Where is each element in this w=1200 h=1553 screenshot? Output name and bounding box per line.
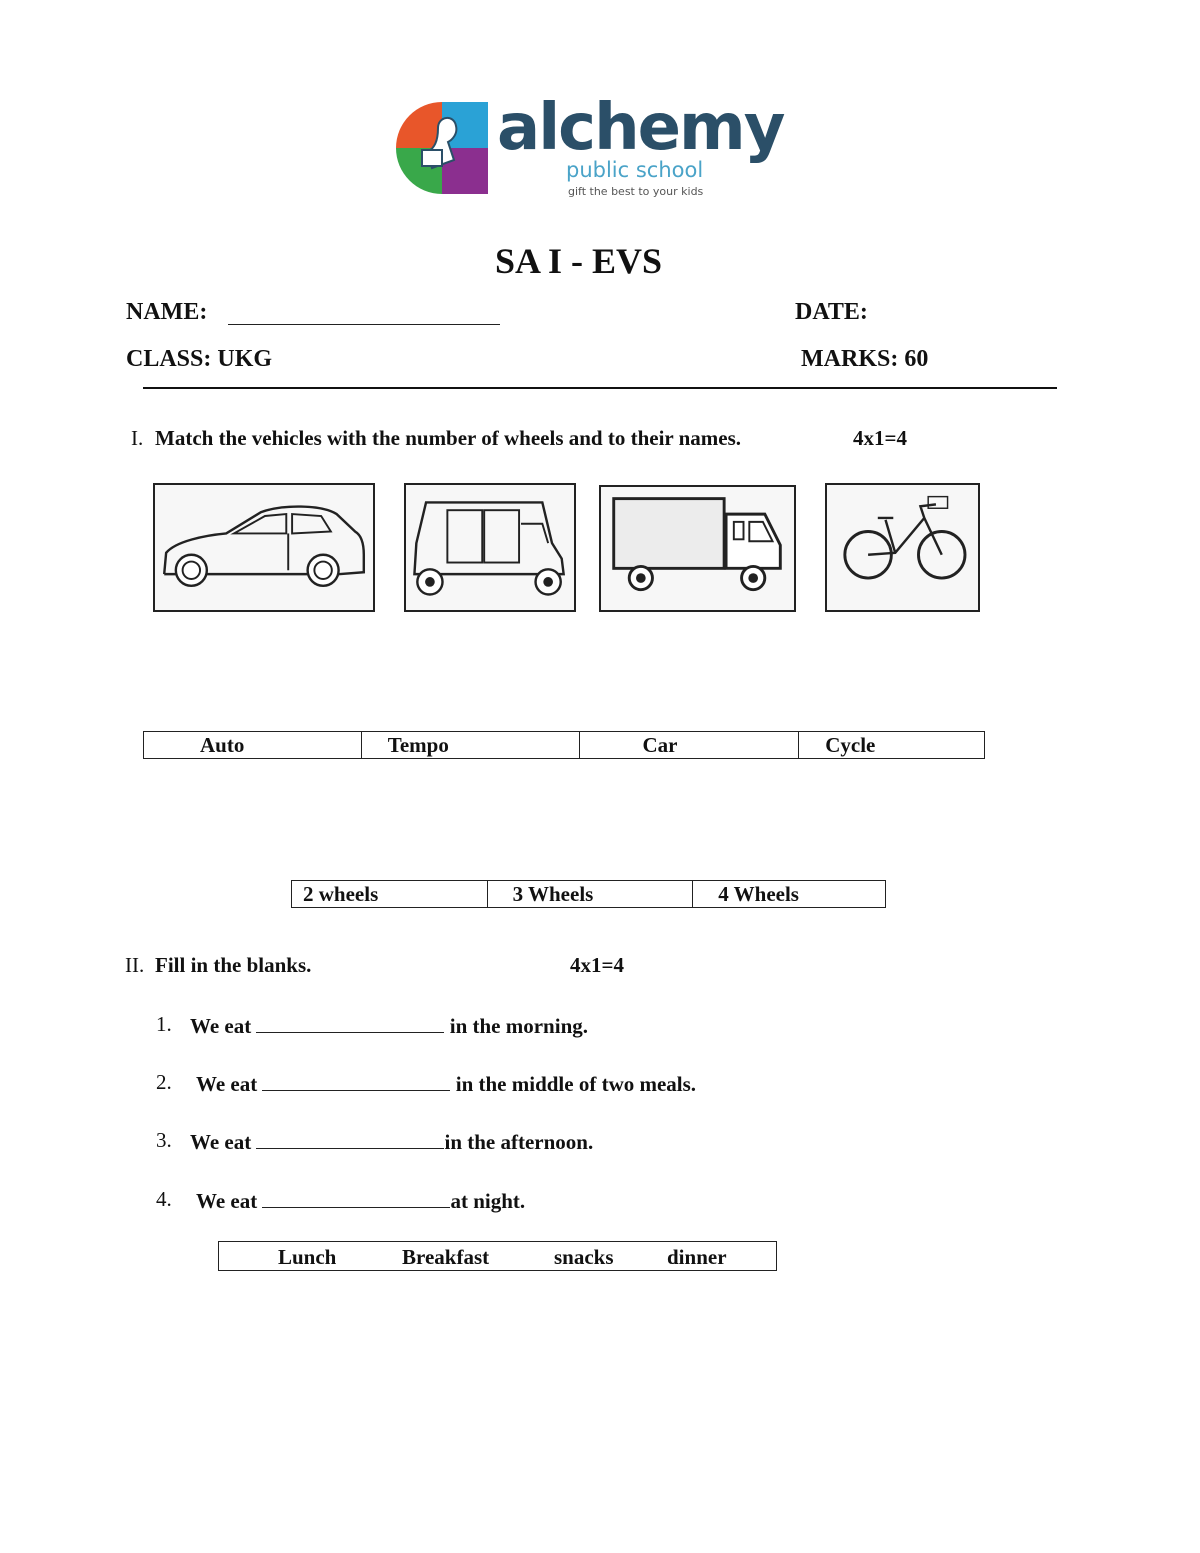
fill-blank-item [196,1072,696,1095]
q1-number: I. [131,426,144,450]
word-bank [218,1241,777,1271]
name-field[interactable] [228,324,500,325]
header-divider [143,387,1057,389]
item-before: We eat [190,1130,252,1154]
q2-text: Fill in the blanks. [155,953,312,977]
word-bank-item: dinner [667,1245,727,1269]
q1-marks: 4x1=4 [853,426,907,450]
logo-name: alchemy [497,91,784,165]
wheels-table [291,880,886,908]
vehicle-name-cell: Cycle [799,732,985,759]
word-bank-item: Lunch [278,1245,337,1269]
wheels-cell: 2 wheels [292,881,488,908]
truck-icon [601,487,794,610]
vehicle-name-cell: Car [580,732,799,759]
q2-number: II. [125,953,145,977]
item-number: 3. [156,1128,172,1152]
item-before: We eat [190,1014,252,1038]
logo-subtitle: public school [566,158,704,182]
blank-field[interactable] [262,1189,450,1208]
item-after: at night. [450,1189,526,1213]
wheels-cell: 4 Wheels [693,881,886,908]
q1-text: Match the vehicles with the number of wheels and to their names. [155,426,742,450]
item-number: 1. [156,1012,172,1036]
blank-field[interactable] [262,1072,450,1091]
marks-label: MARKS: 60 [801,346,929,372]
item-before: We eat [196,1189,258,1213]
word-bank-item: Breakfast [402,1245,490,1269]
item-number: 2. [156,1070,172,1094]
auto-rickshaw-icon [406,485,574,610]
item-after: in the middle of two meals. [455,1072,697,1096]
item-after: in the afternoon. [444,1130,594,1154]
fill-blank-item [190,1014,588,1037]
auto-rickshaw-picture [404,483,576,612]
car-picture [153,483,375,612]
name-label: NAME: [126,299,208,325]
vehicle-names-table [143,731,985,759]
car-icon [155,485,373,610]
page-title: SA I - EVS [494,241,663,281]
vehicle-name-cell: Auto [144,732,362,759]
blank-field[interactable] [256,1130,444,1149]
item-number: 4. [156,1187,172,1211]
item-before: We eat [196,1072,258,1096]
blank-field[interactable] [256,1014,444,1033]
truck-picture [599,485,796,612]
fill-blank-item [190,1130,593,1153]
q2-marks: 4x1=4 [570,953,624,977]
date-label: DATE: [795,299,868,325]
logo-emblem-icon [392,98,492,198]
wheels-cell: 3 Wheels [487,881,693,908]
item-after: in the morning. [449,1014,588,1038]
bicycle-icon [827,485,978,610]
logo-tagline: gift the best to your kids [568,185,704,198]
class-label: CLASS: UKG [126,346,273,372]
fill-blank-item [196,1189,525,1212]
vehicle-name-cell: Tempo [361,732,580,759]
word-bank-item: snacks [554,1245,614,1269]
bicycle-picture [825,483,980,612]
